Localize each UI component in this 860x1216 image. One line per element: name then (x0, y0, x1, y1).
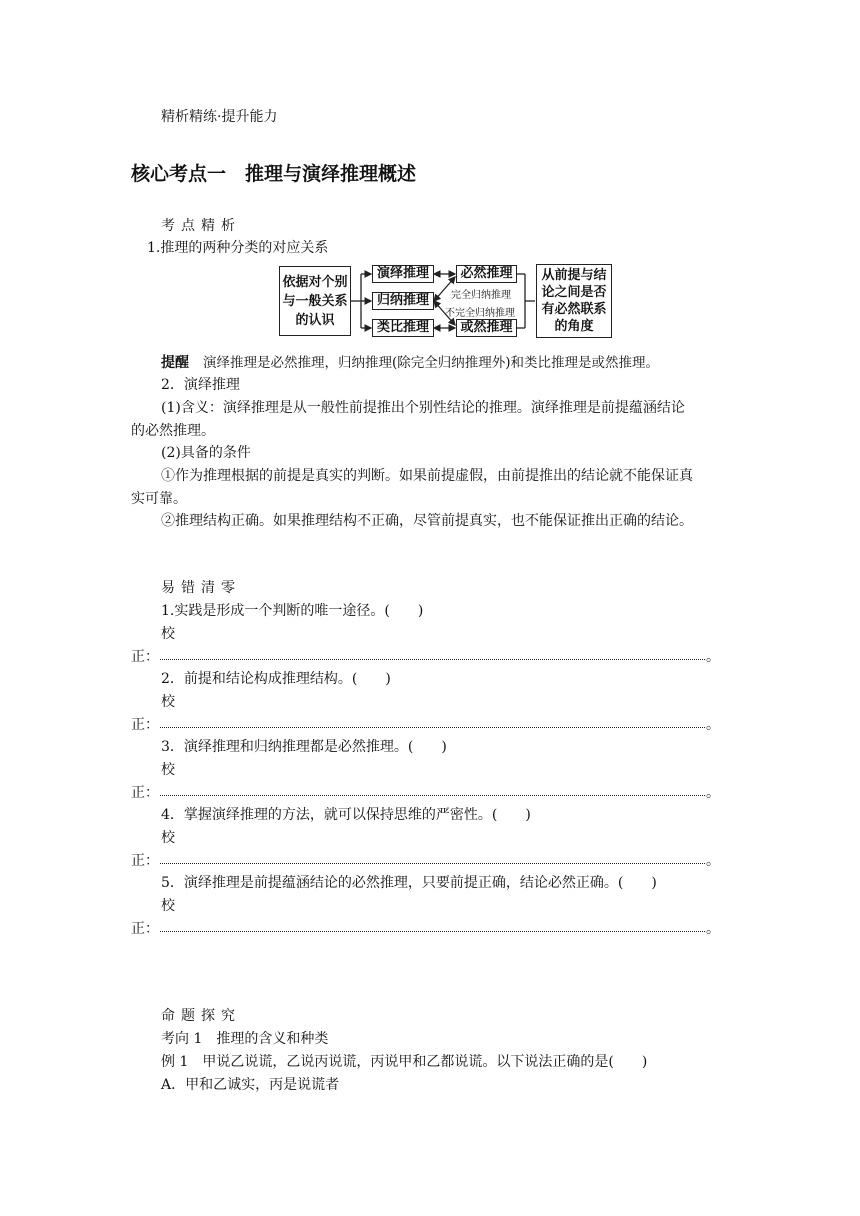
diagram-necessary-box: 必然推理 (456, 265, 517, 283)
diagram-far-right-line: 从前提与结 (541, 268, 607, 283)
section-tag: 精析精练·提升能力 (161, 109, 278, 125)
diagram-deductive-box: 演绎推理 (372, 265, 434, 283)
diagram-inductive-box: 归纳推理 (372, 292, 434, 310)
correction-line-3[interactable] (160, 795, 705, 796)
correction-line-1[interactable] (160, 659, 705, 660)
condition-2: ②推理结构正确。如果推理结构不正确，尽管前提真实，也不能保证推出正确的结论。 (161, 513, 693, 529)
diagram-far-right-line: 有必然联系 (541, 302, 607, 317)
error-item-3: 3．演绎推理和归纳推理都是必然推理。( ) (161, 739, 447, 755)
tip-text: 演绎推理是必然推理，归纳推理(除完全归纳推理外)和类比推理是或然推理。 (203, 355, 660, 371)
diagram-left-line: 与一般关系 (282, 294, 348, 309)
diagram-probable-box: 或然推理 (456, 319, 517, 337)
correction-line-5[interactable] (160, 931, 705, 932)
correction-label-top: 校 (161, 626, 175, 642)
correction-label-bottom: 正： (131, 717, 159, 733)
diagram-far-right-line: 的角度 (554, 319, 594, 334)
item1-title: 1.推理的两种分类的对应关系 (147, 240, 329, 256)
correction-label-bottom: 正： (131, 649, 159, 665)
correction-line-2[interactable] (160, 727, 705, 728)
error-item-1: 1.实践是形成一个判断的唯一途径。( ) (161, 603, 424, 619)
reasoning-classification-diagram (279, 262, 613, 340)
analysis-heading: 考点精析 (161, 218, 241, 234)
correction-label-top: 校 (161, 762, 175, 778)
correction-label-top: 校 (161, 830, 175, 846)
correction-label-bottom: 正： (131, 853, 159, 869)
diagram-far-right-line: 论之间是否 (541, 285, 607, 300)
tip (161, 351, 659, 372)
condition-1-line-1: ①作为推理根据的前提是真实的判断。如果前提虚假，由前提推出的结论就不能保证真 (161, 468, 693, 484)
correction-period: 。 (706, 921, 720, 937)
correction-label-top: 校 (161, 898, 175, 914)
diagram-left-line: 依据对个别 (282, 275, 348, 290)
correction-label-bottom: 正： (131, 921, 159, 937)
diagram-complete-induction-label: 完全归纳推理 (451, 290, 511, 301)
diagram-analogical-box: 类比推理 (372, 319, 434, 337)
correction-period: 。 (706, 853, 720, 869)
error-item-5: 5．演绎推理是前提蕴涵结论的必然推理，只要前提正确，结论必然正确。( ) (161, 875, 657, 891)
inquiry-heading: 命题探究 (161, 1008, 241, 1024)
meaning-line-2: 的必然推理。 (131, 423, 215, 439)
correction-period: 。 (706, 785, 720, 801)
diagram-left-line: 的认识 (295, 313, 335, 328)
correction-line-4[interactable] (160, 863, 705, 864)
correction-period: 。 (706, 649, 720, 665)
correction-label-bottom: 正： (131, 785, 159, 801)
conditions-title: (2)具备的条件 (161, 445, 251, 461)
condition-1-line-2: 实可靠。 (131, 491, 187, 507)
errors-heading: 易错清零 (161, 580, 241, 596)
inquiry-direction: 考向 1 推理的含义和种类 (161, 1031, 329, 1047)
diagram-incomplete-induction-label: 不完全归纳推理 (445, 308, 515, 319)
page-title: 核心考点一 推理与演绎推理概述 (131, 163, 417, 185)
correction-label-top: 校 (161, 694, 175, 710)
error-item-4: 4．掌握演绎推理的方法，就可以保持思维的严密性。( ) (161, 807, 531, 823)
option-a: A．甲和乙诚实，丙是说谎者 (161, 1077, 340, 1093)
tip-label: 提醒 (161, 355, 189, 371)
diagram-left-box (279, 266, 351, 336)
item2-title: 2．演绎推理 (161, 377, 240, 393)
meaning-line-1: (1)含义：演绎推理是从一般性前提推出个别性结论的推理。演绎推理是前提蕴涵结论 (161, 400, 685, 416)
example-1: 例 1 甲说乙说谎，乙说丙说谎，丙说甲和乙都说谎。以下说法正确的是( ) (161, 1054, 648, 1070)
error-item-2: 2．前提和结论构成推理结构。( ) (161, 671, 391, 687)
diagram-far-right-box (536, 264, 612, 338)
correction-period: 。 (706, 717, 720, 733)
